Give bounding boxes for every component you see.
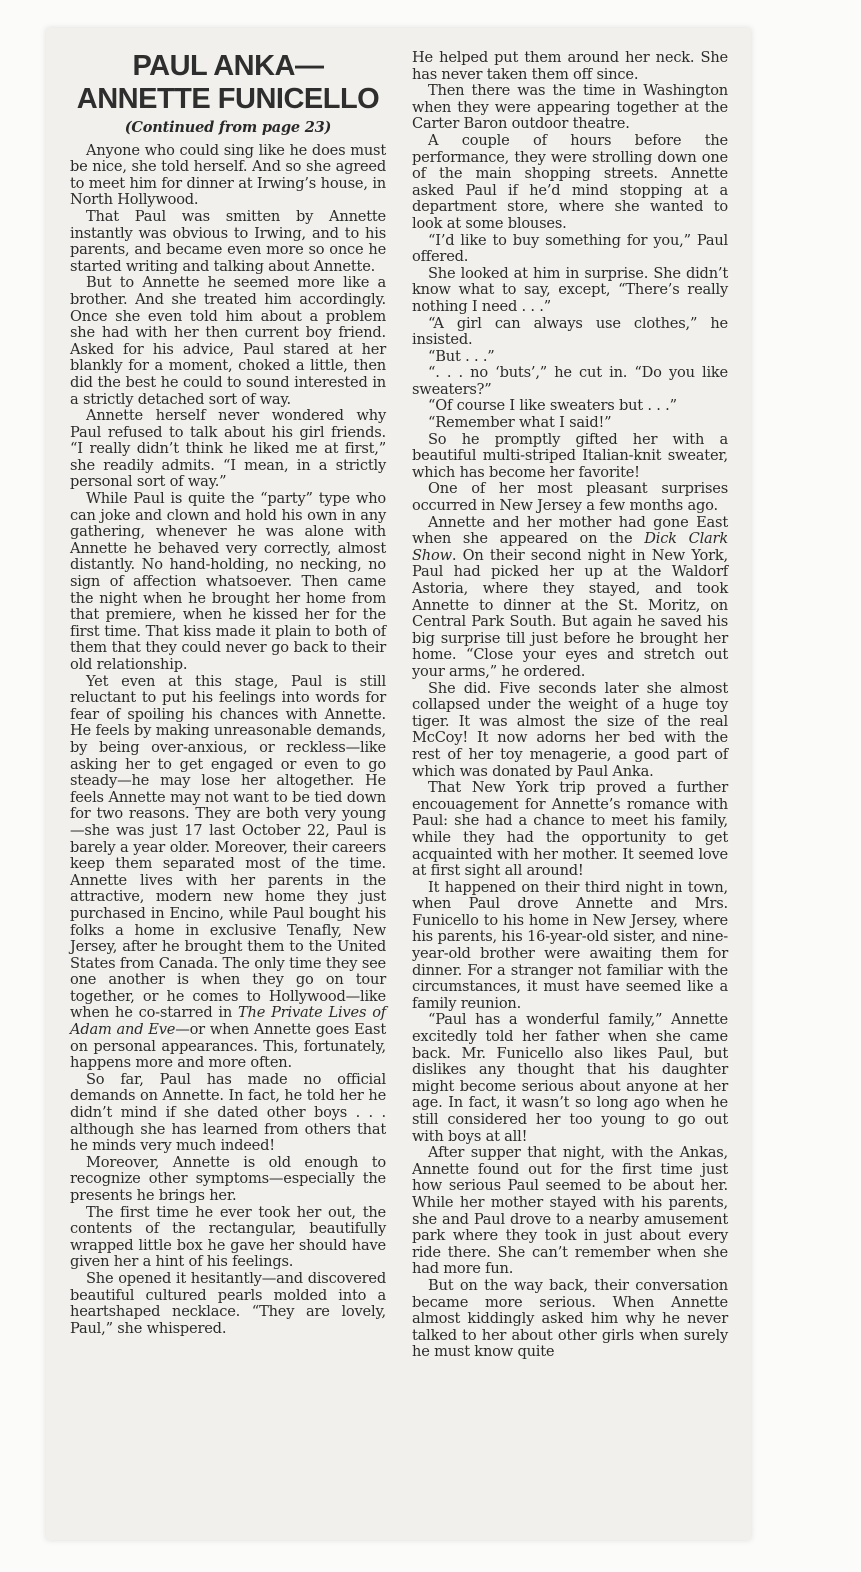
- body-paragraph: [70, 275, 386, 408]
- body-paragraph: [412, 1278, 728, 1361]
- paragraph-text: A couple of hours before the performance, they were strolling down one of the main shopping streets. Annette asked Paul if he’d mind stopping at a department store, where she wanted to look at some blouses.: [412, 131, 728, 232]
- paragraph-text: “. . . no ‘buts’,” he cut in. “Do you like sweaters?”: [412, 364, 728, 398]
- paragraph-text: She looked at him in surprise. She didn’t know what to say, except, “There’s really nothing I need . . .”: [412, 264, 728, 315]
- left-column: [70, 50, 386, 1337]
- paragraph-text: “Of course I like sweaters but . . .”: [428, 397, 677, 415]
- paragraph-text: “I’d like to buy something for you,” Paul offered.: [412, 231, 728, 266]
- magazine-page: [46, 28, 751, 1540]
- paragraph-text: One of her most pleasant surprises occurred in New Jersey a few months ago.: [412, 480, 728, 515]
- paragraph-text: She opened it hesitantly—and discovered beautiful cultured pearls molded into a heartshaped necklace. “They are lovely, Paul,” she whispered.: [70, 1269, 386, 1337]
- body-paragraph: [70, 491, 386, 674]
- paragraph-text: “A girl can always use clothes,” he insisted.: [412, 314, 728, 349]
- paragraph-text: But on the way back, their conversation became more serious. When Annette almost kiddingly asked him why he never talked to her about other girls when surely he must know quite: [412, 1276, 728, 1361]
- body-paragraph: [412, 1012, 728, 1145]
- paragraph-text: Yet even at this stage, Paul is still reluctant to put his feelings into words for fear of spoiling his chances with Annette. He feels by making unreasonable demands, by being over-anxious, or reckless—like asking her to get engaged or even to go steady—he may lose her altogether. He feels Annette may not want to be tied down for two reasons. They are both very young—she was just 17 last October 22, Paul is barely a year older. Moreover, their careers keep them separated most of the time. Annette lives with her parents in the attractive, modern new home they just purchased in Encino, while Paul bought his folks a home in exclusive Tenafly, New Jersey, after he brought them to the United States from Canada. The only time they see one another is when they go on tour together, or he comes to Hollywood—like when he co-starred in: [70, 672, 386, 1022]
- body-paragraph: [70, 143, 386, 209]
- body-paragraph: [70, 209, 386, 275]
- right-column-body: [412, 50, 728, 1361]
- paragraph-text: “Remember what I said!”: [428, 414, 612, 432]
- paragraph-text: Annette and her mother had gone East when she appeared on the: [412, 513, 728, 548]
- body-paragraph: [70, 674, 386, 1072]
- paragraph-text: She did. Five seconds later she almost collapsed under the weight of a huge toy tiger. It was almost the size of the real McCoy! It now adorns her bed with the rest of her toy menagerie, a good part of which was donated by Paul Anka.: [412, 679, 728, 780]
- body-paragraph: [70, 1072, 386, 1155]
- paragraph-text: Then there was the time in Washington when they were appearing together at the Carter Baron outdoor theatre.: [412, 82, 728, 133]
- paragraph-text: So he promptly gifted her with a beautiful multi-striped Italian-knit sweater, which has become her favorite!: [412, 430, 728, 481]
- italic-title: Dick Clark Show: [412, 530, 728, 564]
- body-paragraph: [412, 880, 728, 1013]
- paragraph-text: The first time he ever took her out, the contents of the rectangular, beautifully wrapped little box he gave her should have given her a hint of his feelings.: [70, 1203, 386, 1271]
- paragraph-text: Moreover, Annette is old enough to recognize other symptoms—especially the presents he brings her.: [70, 1153, 386, 1204]
- paragraph-text: After supper that night, with the Ankas, Annette found out for the first time just how serious Paul seemed to be about her. While her mother stayed with his parents, she and Paul drove to a nearby amusement park where they took in just about every ride there. She can’t remember when she had more fun.: [412, 1144, 728, 1278]
- paragraph-text: It happened on their third night in town, when Paul drove Annette and Mrs. Funicello to his home in New Jersey, where his parents, his 16-year-old sister, and nine-year-old brother were awaiting them for dinner. For a stranger not familiar with the circumstances, it must have seemed like a family reunion.: [412, 878, 728, 1012]
- body-paragraph: [412, 515, 728, 681]
- paragraph-text: “Paul has a wonderful family,” Annette excitedly told her father when she came back. Mr. Funicello also likes Paul, but dislikes any thought that his daughter might become serious about anyone at her age. In fact, it wasn’t so long ago when he still considered her too young to go out with boys at all!: [412, 1011, 728, 1145]
- body-paragraph: [412, 481, 728, 514]
- body-paragraph: [412, 316, 728, 349]
- body-paragraph: [412, 415, 728, 432]
- paragraph-text: So far, Paul has made no official demands on Annette. In fact, he told her he didn’t mind if she dated other boys . . . although she has learned from others that he minds very much indeed!: [70, 1070, 386, 1155]
- body-paragraph: [412, 349, 728, 366]
- paragraph-text: While Paul is quite the “party” type who can joke and clown and hold his own in any gathering, whenever he was alone with Annette he behaved very correctly, almost distantly. No hand-holding, no necking, no sign of affection whatsoever. Then came the night when he brought her home from that premiere, when he kissed her for the first time. That kiss made it plain to both of them that they could never go back to their old relationship.: [70, 490, 386, 673]
- paragraph-text: —or when Annette goes East on personal appearances. This, fortunately, happens more and more often.: [70, 1021, 386, 1072]
- paragraph-text: That New York trip proved a further encouagement for Annette’s romance with Paul: she had a chance to meet his family, while they had the opportunity to get acquainted with her mother. It seemed love at first sight all around!: [412, 779, 728, 880]
- body-paragraph: [412, 133, 728, 233]
- headline-line-2: ANNETTE FUNICELLO: [76, 83, 380, 115]
- body-paragraph: [412, 681, 728, 781]
- body-paragraph: [70, 1205, 386, 1271]
- body-paragraph: [412, 50, 728, 83]
- body-paragraph: [70, 408, 386, 491]
- body-paragraph: [412, 1145, 728, 1278]
- right-column: [412, 50, 728, 1361]
- body-paragraph: [70, 1271, 386, 1337]
- body-paragraph: [412, 432, 728, 482]
- body-paragraph: [412, 266, 728, 316]
- body-paragraph: [70, 1155, 386, 1205]
- left-column-body: [70, 143, 386, 1338]
- paragraph-text: “But . . .”: [428, 347, 495, 365]
- paragraph-text: Annette herself never wondered why Paul refused to talk about his girl friends. “I really didn’t think he liked me at first,” she readily admits. “I mean, in a strictly personal sort of way.”: [70, 407, 386, 491]
- headline-line-1: PAUL ANKA—: [132, 50, 324, 82]
- body-paragraph: [412, 233, 728, 266]
- article-headline: [70, 50, 386, 116]
- italic-title: The Private Lives of Adam and Eve: [70, 1004, 386, 1039]
- paragraph-text: He helped put them around her neck. She has never taken them off since.: [412, 49, 728, 83]
- paragraph-text: . On their second night in New York, Paul had picked her up at the Waldorf Astoria, where they stayed, and took Annette to dinner at the St. Moritz, on Central Park South. But again he saved his big surprise till just before he brought her home. “Close your eyes and stretch out your arms,” he ordered.: [412, 546, 728, 680]
- paragraph-text: But to Annette he seemed more like a brother. And she treated him accordingly. Once she even told him about a problem she had with her then current boy friend. Asked for his advice, Paul stared at her blankly for a moment, choked a little, then did the best he could to sound interested in a strictly detached sort of way.: [70, 274, 386, 408]
- paragraph-text: Anyone who could sing like he does must be nice, she told herself. And so she agreed to meet him for dinner at Irwing’s house, in North Hollywood.: [70, 141, 386, 209]
- body-paragraph: [412, 398, 728, 415]
- continued-note: (Continued from page 23): [124, 119, 332, 136]
- body-paragraph: [412, 83, 728, 133]
- paragraph-text: That Paul was smitten by Annette instantly was obvious to Irwing, and to his parents, and became even more so once he started writing and talking about Annette.: [70, 207, 386, 275]
- body-paragraph: [412, 365, 728, 398]
- body-paragraph: [412, 780, 728, 880]
